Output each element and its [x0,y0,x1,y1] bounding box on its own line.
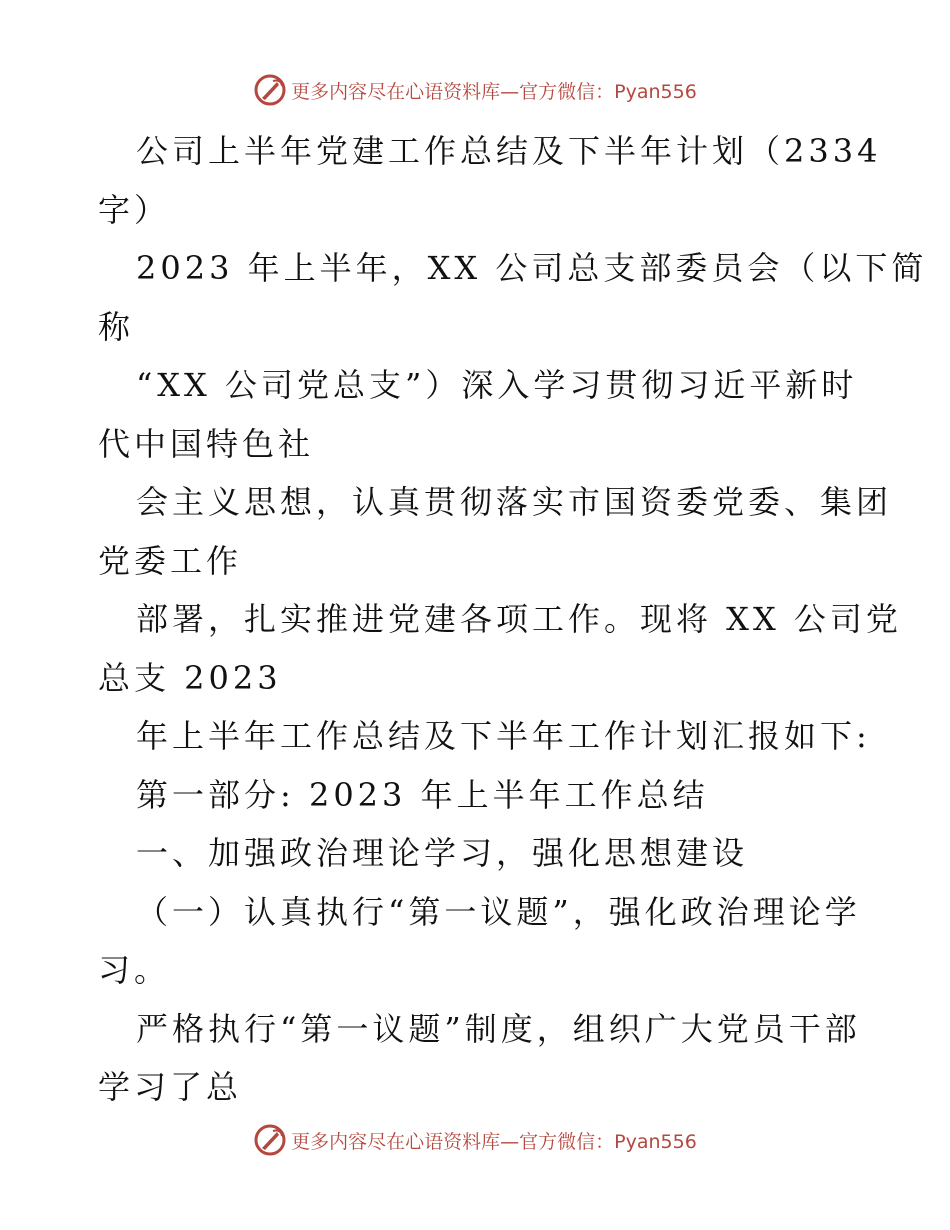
doc-line: 部署，扎实推进党建各项工作。现将 XX 公司党 [136,600,902,638]
doc-line: 称 [98,307,135,346]
doc-line: （一）认真执行“第一议题”，强化政治理论学 [136,892,861,931]
subsection-heading: 一、加强政治理论学习，强化思想建设 [136,834,749,872]
doc-line: 2023 年上半年，XX 公司总支部委员会（以下简 [136,249,928,287]
doc-line: 总支 2023 [98,658,282,697]
doc-line: 学习了总 [98,1068,243,1106]
doc-line: 公司上半年党建工作总结及下半年计划（2334 [136,132,882,170]
doc-line: 习。 [98,951,171,989]
doc-line: “XX 公司党总支”）深入学习贯彻习近平新时 [136,366,858,404]
quill-circle-logo [253,73,287,107]
doc-line: 党委工作 [98,541,243,580]
doc-line: 代中国特色社 [98,424,315,463]
doc-line: 会主义思想，认真贯彻落实市国资委党委、集团 [136,483,893,521]
document-body [98,122,928,1117]
watermark-text: 更多内容尽在心语资料库—官方微信：Pyan556 [291,1130,697,1153]
watermark-text: 更多内容尽在心语资料库—官方微信：Pyan556 [291,80,697,103]
doc-line: 严格执行“第一议题”制度，组织广大党员干部 [136,1009,861,1048]
doc-line: 字） [98,190,171,229]
doc-line: 年上半年工作总结及下半年工作计划汇报如下: [136,717,871,755]
footer-watermark [0,1120,950,1160]
quill-circle-logo [253,1123,287,1157]
header-watermark [0,70,950,110]
section-heading: 第一部分: 2023 年上半年工作总结 [136,775,709,814]
